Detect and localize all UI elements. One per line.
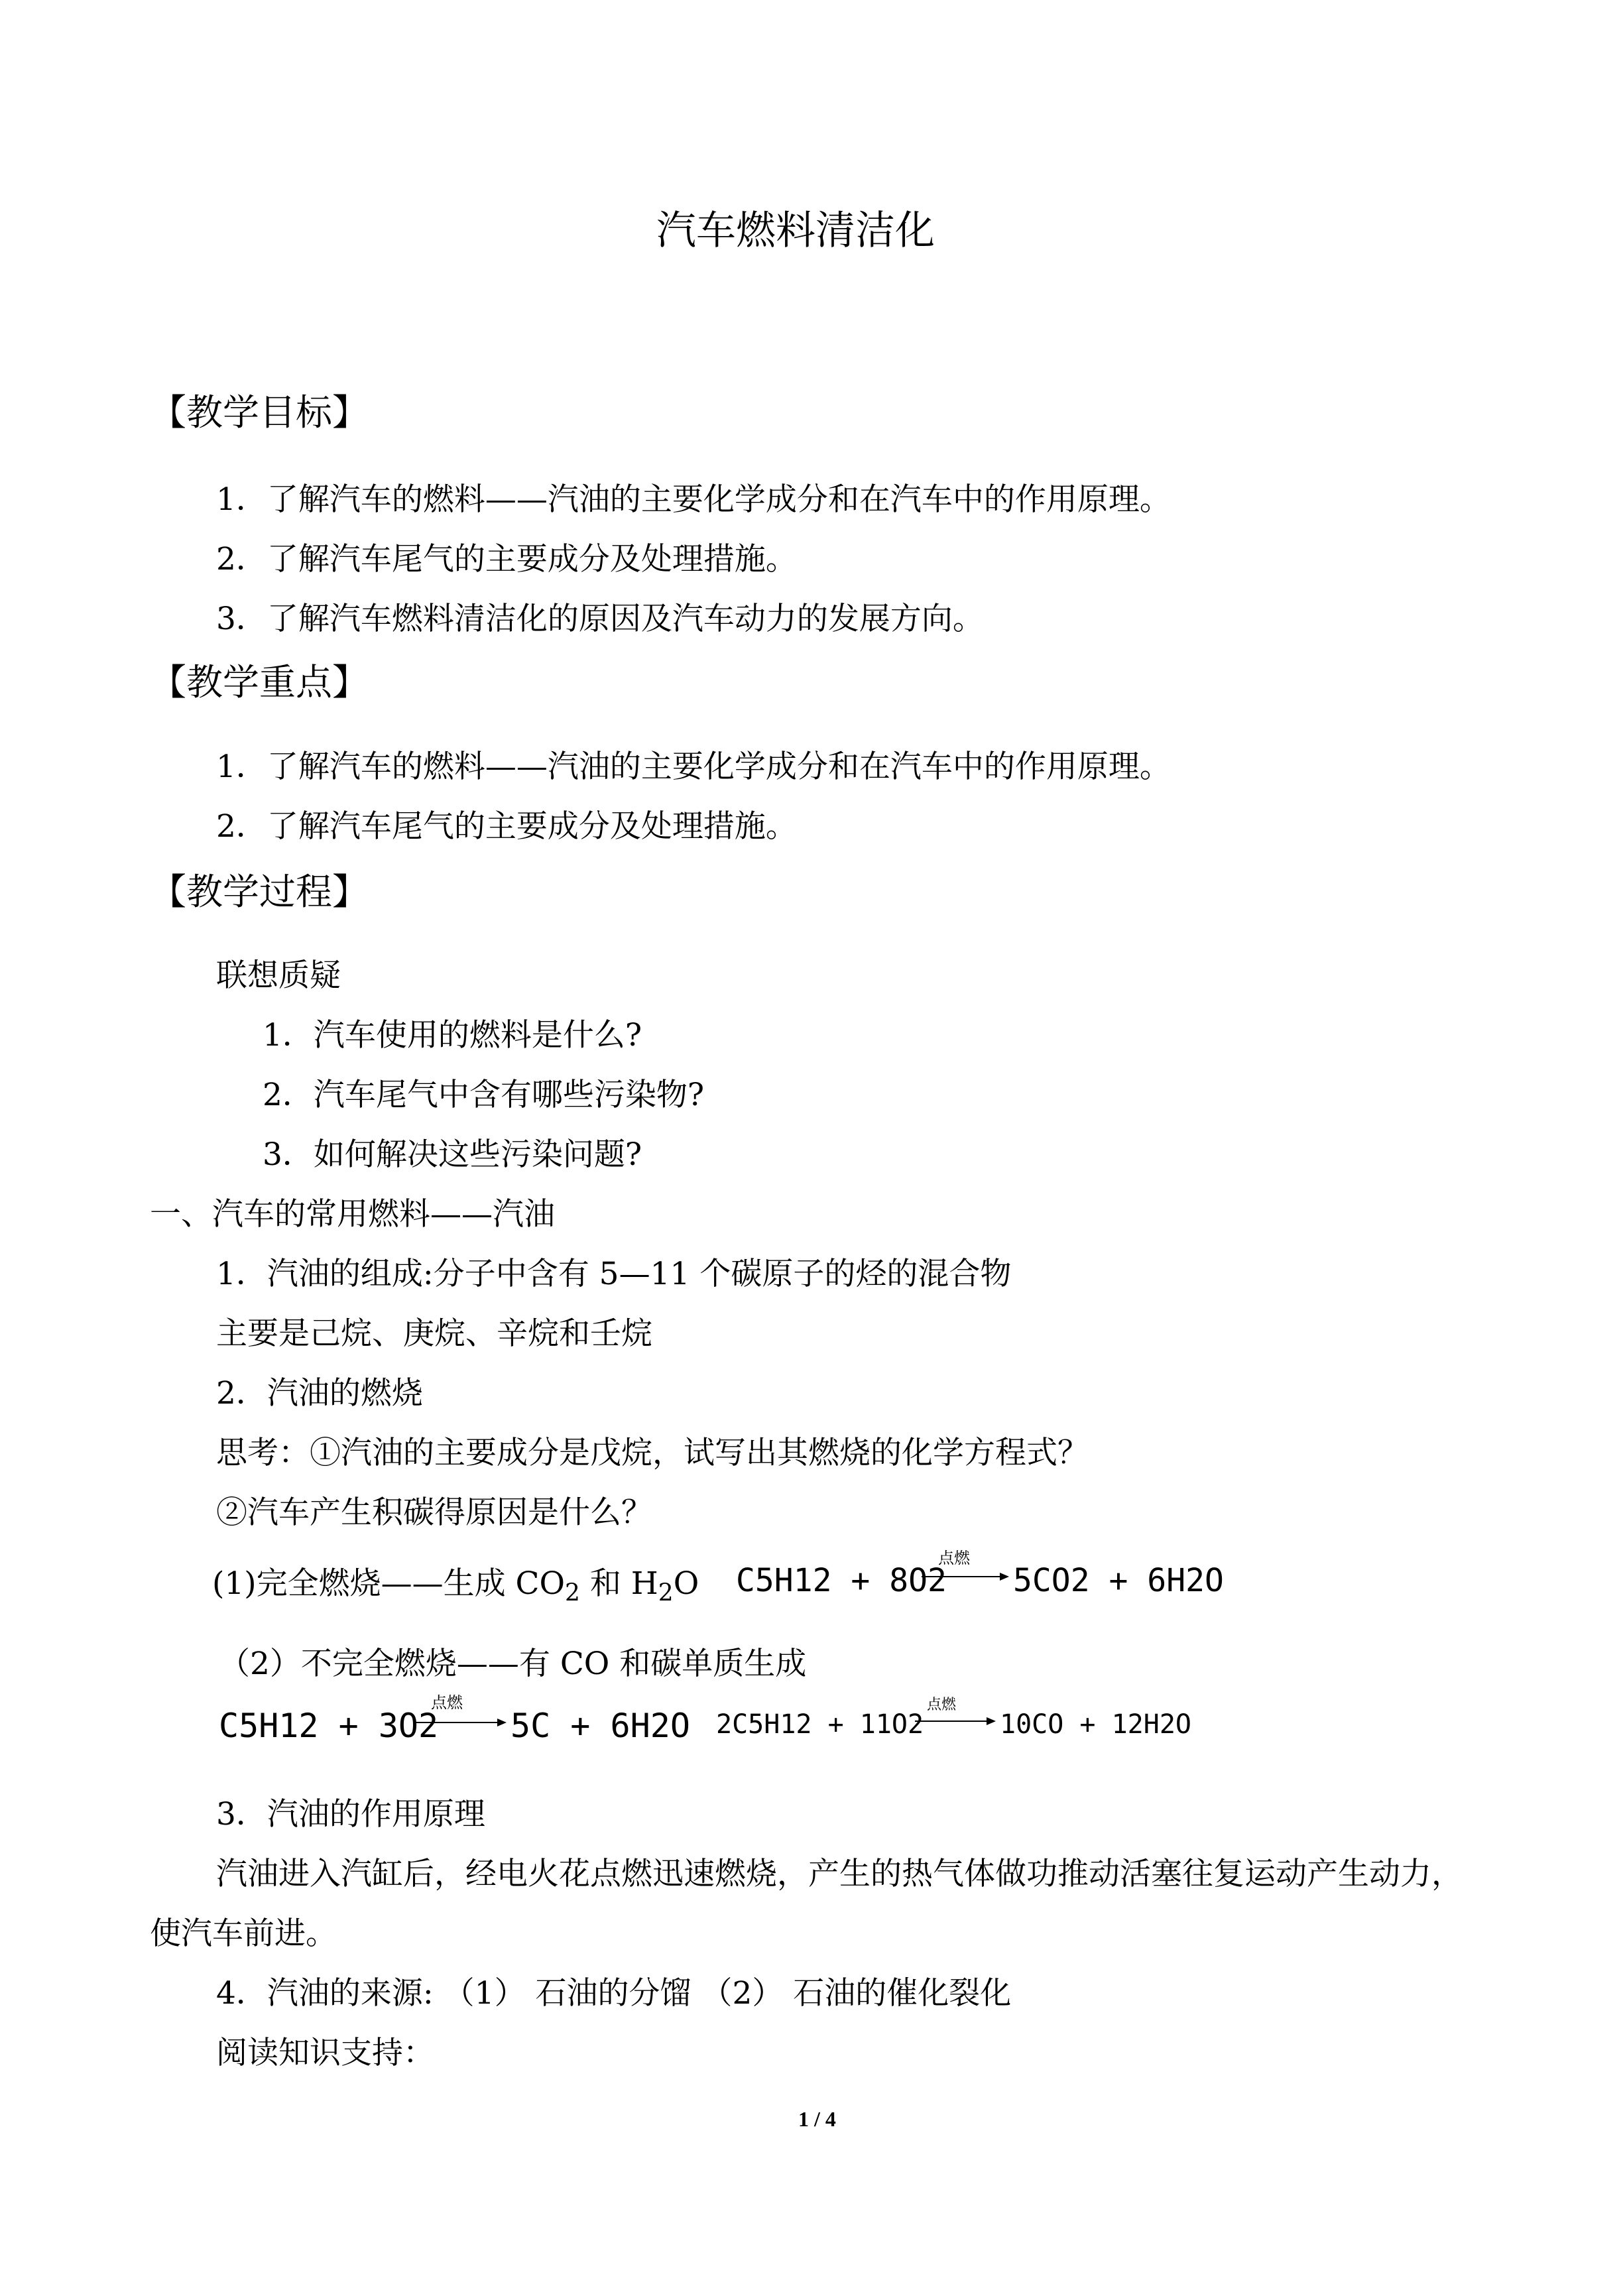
objective-item-3: 3．了解汽车燃料清洁化的原因及汽车动力的发展方向。 bbox=[216, 601, 984, 637]
think-question-2: ②汽车产生积碳得原因是什么？ bbox=[216, 1494, 652, 1531]
composition-text: 1．汽油的组成:分子中含有 5—11 个碳原子的烃的混合物 bbox=[216, 1256, 1012, 1292]
eq3-left: 2C5H12 + 11O2 bbox=[716, 1709, 924, 1740]
intro-label: 联想质疑 bbox=[216, 957, 341, 994]
eq3-arrow-head bbox=[987, 1717, 996, 1725]
equation-incomplete-carbon bbox=[219, 1689, 703, 1749]
keypoint-item-1: 1．了解汽车的燃料——汽油的主要化学成分和在汽车中的作用原理。 bbox=[216, 749, 1171, 785]
eq1-arrow-head bbox=[1000, 1573, 1009, 1581]
equation-complete-combustion bbox=[736, 1545, 1227, 1604]
principle-text-line1: 汽油进入汽缸后，经电火花点燃迅速燃烧，产生的热气体做功推动活塞往复运动产生动力， bbox=[216, 1856, 1463, 1892]
principle-heading: 3．汽油的作用原理 bbox=[216, 1796, 485, 1833]
eq2-arrow-head bbox=[497, 1719, 507, 1726]
page-number: 1 / 4 bbox=[798, 2107, 836, 2131]
equation-incomplete-co bbox=[716, 1692, 1193, 1745]
question-2: 2．汽车尾气中含有哪些污染物? bbox=[263, 1077, 705, 1113]
gasoline-source: 4．汽油的来源: （1） 石油的分馏 （2） 石油的催化裂化 bbox=[216, 1975, 1012, 2012]
main-components-text: 主要是己烷、庚烷、辛烷和壬烷 bbox=[216, 1315, 652, 1352]
question-1: 1．汽车使用的燃料是什么? bbox=[263, 1017, 642, 1054]
eq2-left: C5H12 + 3O2 bbox=[219, 1707, 439, 1745]
objectives-heading: 【教学目标】 bbox=[150, 391, 369, 434]
reading-support: 阅读知识支持： bbox=[216, 2035, 434, 2071]
section1-heading: 一、汽车的常用燃料——汽油 bbox=[150, 1196, 555, 1233]
process-heading: 【教学过程】 bbox=[150, 871, 369, 913]
eq3-right: 10CO + 12H2O bbox=[1000, 1709, 1191, 1740]
eq3-condition: 点燃 bbox=[927, 1697, 957, 1713]
principle-text-line2: 使汽车前进。 bbox=[150, 1915, 337, 1952]
eq1-left: C5H12 + 8O2 bbox=[736, 1562, 947, 1599]
eq2-condition: 点燃 bbox=[431, 1693, 463, 1712]
eq1-condition: 点燃 bbox=[938, 1549, 970, 1567]
objective-item-2: 2．了解汽车尾气的主要成分及处理措施。 bbox=[216, 541, 797, 577]
complete-combustion-text: (1)完全燃烧——生成 $CO_2$ 和 $H_2O$ bbox=[212, 1565, 699, 1607]
objective-item-1: 1．了解汽车的燃料——汽油的主要化学成分和在汽车中的作用原理。 bbox=[216, 481, 1171, 518]
eq2-right: 5C + 6H2O bbox=[511, 1707, 690, 1745]
eq1-right: 5CO2 + 6H2O bbox=[1013, 1562, 1224, 1599]
combustion-heading: 2．汽油的燃烧 bbox=[216, 1375, 423, 1412]
incomplete-combustion-text: （2）不完全燃烧——有 CO 和碳单质生成 bbox=[219, 1646, 807, 1682]
keypoints-heading: 【教学重点】 bbox=[150, 661, 369, 703]
think-question-1: 思考：①汽油的主要成分是戊烷，试写出其燃烧的化学方程式？ bbox=[216, 1435, 1089, 1471]
document-title: 汽车燃料清洁化 bbox=[656, 208, 935, 254]
question-3: 3．如何解决这些污染问题? bbox=[263, 1136, 642, 1173]
keypoint-item-2: 2．了解汽车尾气的主要成分及处理措施。 bbox=[216, 808, 797, 845]
